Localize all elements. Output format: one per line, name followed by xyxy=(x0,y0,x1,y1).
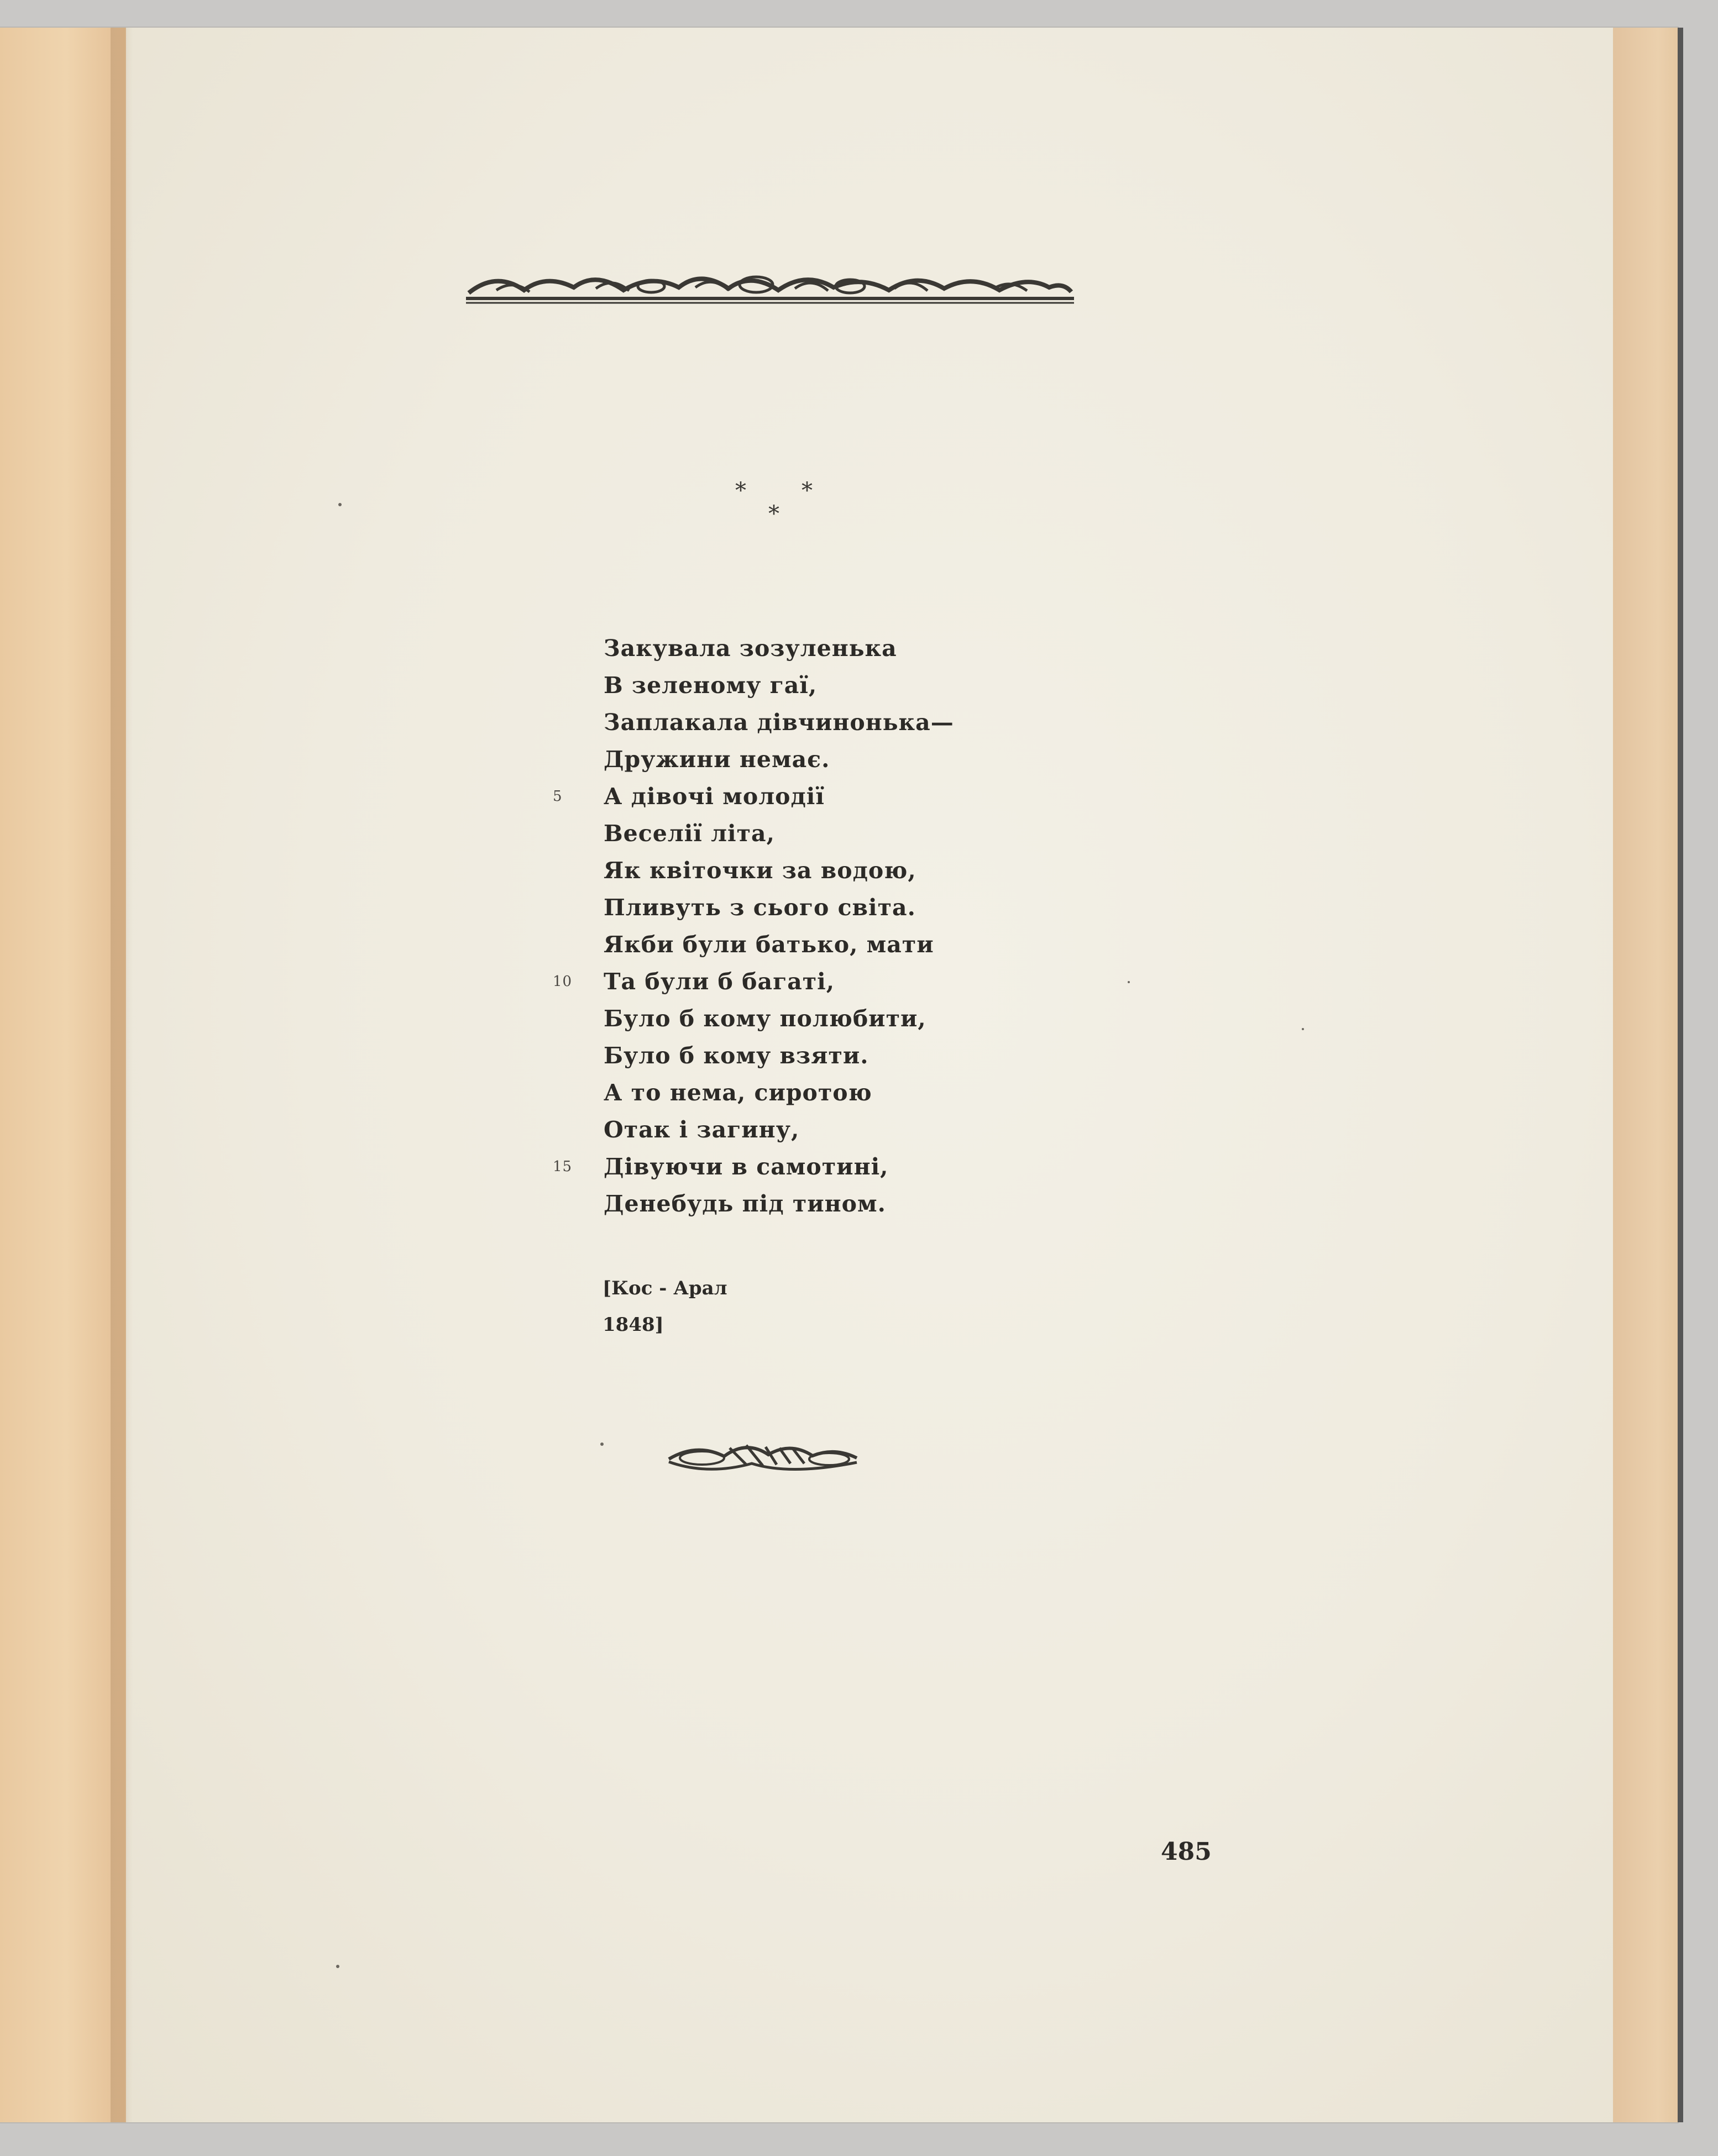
spine-shadow xyxy=(111,28,133,2122)
bottom-ornament-icon xyxy=(663,1431,862,1481)
poem-body xyxy=(553,630,1101,1223)
poem-line-text: Було б кому полюбити, xyxy=(604,1005,926,1032)
poem-line-text: Та були б багаті, xyxy=(604,968,835,995)
poem-line-text: А дівочі молодії xyxy=(604,783,825,810)
poem-line-text: Денебудь під тином. xyxy=(604,1190,886,1217)
poem-line xyxy=(553,778,1101,815)
asterism-star: * xyxy=(802,478,813,503)
poem-line-text: Дружини немає. xyxy=(604,746,830,773)
poem-line-text: А то нема, сиротою xyxy=(604,1079,872,1106)
poem-line-text: Отак і загину, xyxy=(604,1116,800,1143)
poem-line-text: Було б кому взяти. xyxy=(604,1042,869,1069)
poem-line xyxy=(604,815,1101,852)
top-ornament-icon xyxy=(463,260,1077,310)
paper-speck xyxy=(1128,981,1130,983)
poem-line xyxy=(604,889,1101,926)
poem-line-text: В зеленому гаї, xyxy=(604,672,818,699)
dating-year: 1848] xyxy=(603,1314,664,1336)
dating-note xyxy=(603,1270,727,1343)
poem-line xyxy=(604,926,1101,963)
poem-line xyxy=(604,852,1101,889)
poem-line xyxy=(553,963,1101,1000)
paper-speck xyxy=(338,503,342,506)
asterism-star: * xyxy=(735,478,746,503)
poem-line-text: Закувала зозуленька xyxy=(604,635,897,662)
page-number: 485 xyxy=(1161,1838,1212,1866)
poem-line xyxy=(604,704,1101,741)
dating-place: [Кос - Арал xyxy=(603,1277,727,1299)
poem-line xyxy=(604,1074,1101,1111)
poem-line-text: Пливуть з сього світа. xyxy=(604,894,916,921)
scan-edge xyxy=(1678,28,1683,2122)
poem-line xyxy=(604,1111,1101,1148)
line-number: 10 xyxy=(553,973,573,990)
asterism-star: * xyxy=(768,501,779,527)
poem-line xyxy=(553,1148,1101,1185)
paper-speck xyxy=(600,1442,604,1446)
poem-line xyxy=(604,1037,1101,1074)
paper-speck xyxy=(1302,1028,1304,1030)
asterism xyxy=(735,478,824,533)
poem-line-text: Як квіточки за водою, xyxy=(604,857,916,884)
poem-line-text: Веселії літа, xyxy=(604,820,775,847)
poem-line-text: Дівуючи в самотині, xyxy=(604,1153,889,1180)
poem-line xyxy=(604,630,1101,667)
poem-line xyxy=(604,667,1101,704)
line-number: 5 xyxy=(553,788,563,805)
poem-line-text: Якби були батько, мати xyxy=(604,931,934,958)
poem-line-text: Заплакала дівчинонька— xyxy=(604,709,954,736)
poem-line xyxy=(604,741,1101,778)
paper-speck xyxy=(336,1965,339,1968)
line-number: 15 xyxy=(553,1158,573,1175)
poem-line xyxy=(604,1185,1101,1223)
poem-line xyxy=(604,1000,1101,1037)
